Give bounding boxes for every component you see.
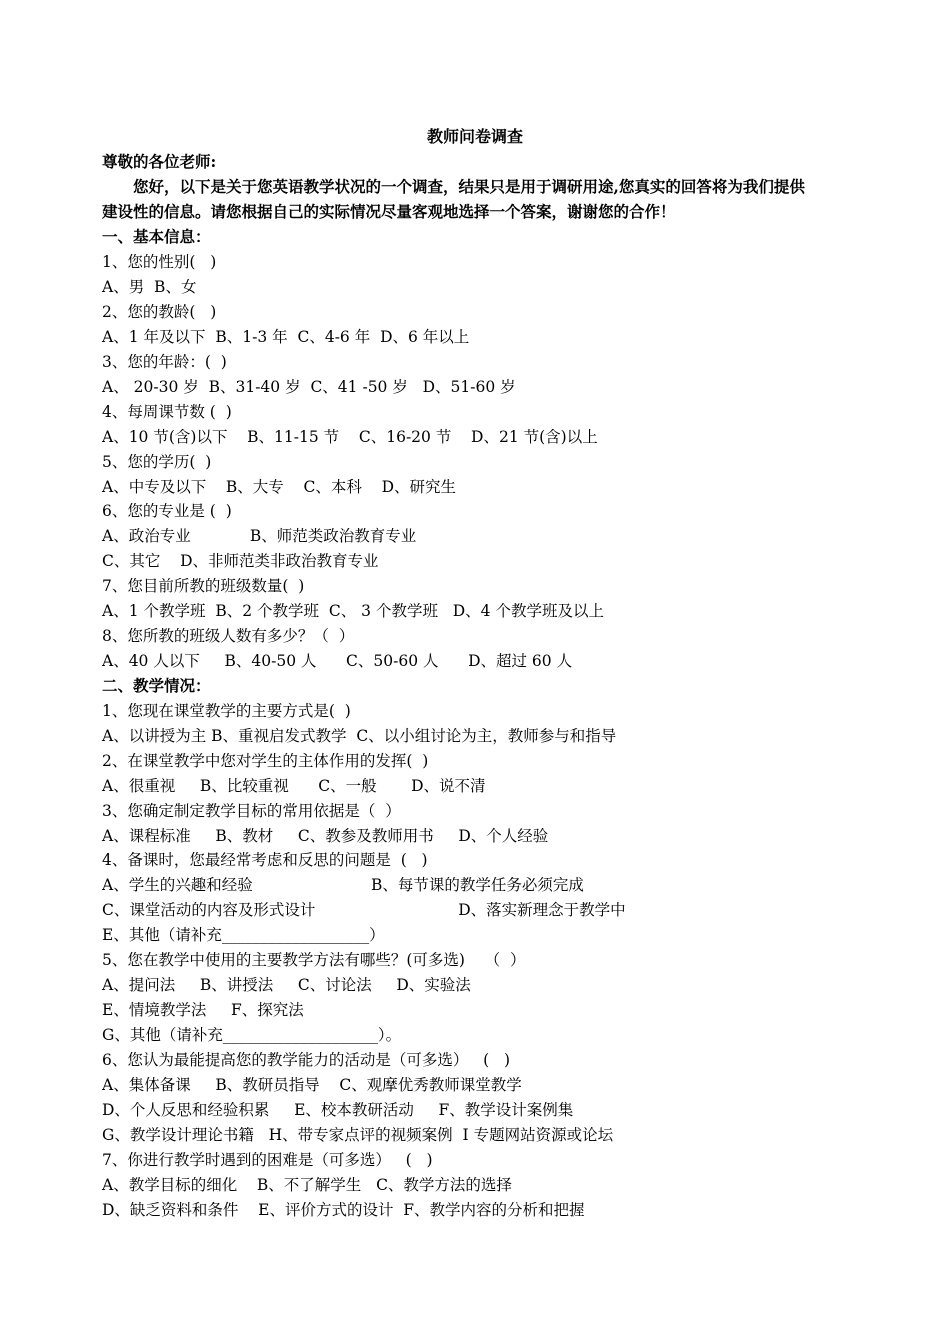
options-class-count: A、1 个教学班 B、2 个教学班 C、 3 个教学班 D、4 个教学班及以上	[102, 602, 604, 620]
question-teaching-methods: 5、您在教学中使用的主要教学方法有哪些？(可多选) （ ）	[102, 951, 526, 969]
intro-line-2: 建设性的信息。请您根据自己的实际情况尽量客观地选择一个答案，谢谢您的合作！	[102, 202, 676, 221]
question-class-size: 8、您所教的班级人数有多少？（ ）	[102, 627, 355, 645]
question-student-role: 2、在课堂教学中您对学生的主体作用的发挥( )	[102, 752, 429, 770]
question-teaching-mode: 1、您现在课堂教学的主要方式是( )	[102, 702, 351, 720]
question-difficulties: 7、你进行教学时遇到的困难是（可多选） ( )	[102, 1151, 433, 1169]
options-teaching-methods-3: G、其他（请补充____________________）。	[102, 1026, 402, 1044]
greeting: 尊敬的各位老师:	[102, 152, 217, 171]
options-ability-activities-2: D、个人反思和经验积累 E、校本教研活动 F、教学设计案例集	[102, 1101, 574, 1119]
question-lesson-prep: 4、备课时，您最经常考虑和反思的问题是 ( )	[102, 851, 428, 869]
question-weekly-classes: 4、每周课节数 ( )	[102, 403, 232, 421]
options-education: A、中专及以下 B、大专 C、本科 D、研究生	[102, 478, 456, 496]
options-difficulties-1: A、教学目标的细化 B、不了解学生 C、教学方法的选择	[102, 1176, 512, 1194]
options-ability-activities-1: A、集体备课 B、教研员指导 C、观摩优秀教师课堂教学	[102, 1076, 522, 1094]
question-major: 6、您的专业是 ( )	[102, 502, 232, 520]
question-ability-activities: 6、您认为最能提高您的教学能力的活动是（可多选） ( )	[102, 1051, 511, 1069]
question-teaching-years: 2、您的教龄( )	[102, 303, 217, 321]
options-teaching-mode: A、以讲授为主 B、重视启发式教学 C、以小组讨论为主，教师参与和指导	[102, 727, 617, 745]
options-gender: A、男 B、女	[102, 278, 197, 296]
options-major-2: C、其它 D、非师范类非政治教育专业	[102, 552, 379, 570]
options-teaching-years: A、1 年及以下 B、1-3 年 C、4-6 年 D、6 年以上	[102, 328, 470, 346]
section-heading-basic-info: 一、基本信息：	[102, 227, 211, 246]
options-lesson-prep-3: E、其他（请补充___________________）	[102, 926, 385, 944]
options-weekly-classes: A、10 节(含)以下 B、11-15 节 C、16-20 节 D、21 节(含)以上	[102, 428, 598, 446]
intro-line-1: 您好，以下是关于您英语教学状况的一个调查，结果只是用于调研用途,您真实的回答将为我们提供	[133, 177, 805, 196]
question-education: 5、您的学历( )	[102, 453, 212, 471]
options-difficulties-2: D、缺乏资料和条件 E、评价方式的设计 F、教学内容的分析和把握	[102, 1201, 585, 1219]
options-age: A、 20-30 岁 B、31-40 岁 C、41 -50 岁 D、51-60 岁	[102, 378, 516, 396]
options-teaching-methods-2: E、情境教学法 F、探究法	[102, 1001, 304, 1019]
section-heading-teaching: 二、教学情况：	[102, 676, 211, 695]
options-lesson-prep-1: A、学生的兴趣和经验 B、每节课的教学任务必须完成	[102, 876, 584, 894]
page-title: 教师问卷调查	[426, 127, 523, 146]
options-class-size: A、40 人以下 B、40-50 人 C、50-60 人 D、超过 60 人	[102, 652, 573, 670]
question-age: 3、您的年龄：( )	[102, 353, 227, 371]
question-gender: 1、您的性别( )	[102, 253, 217, 271]
options-teaching-methods-1: A、提问法 B、讲授法 C、讨论法 D、实验法	[102, 976, 471, 994]
question-class-count: 7、您目前所教的班级数量( )	[102, 577, 305, 595]
options-ability-activities-3: G、教学设计理论书籍 H、带专家点评的视频案例 I 专题网站资源或论坛	[102, 1126, 614, 1144]
options-lesson-prep-2: C、课堂活动的内容及形式设计 D、落实新理念于教学中	[102, 901, 626, 919]
options-major-1: A、政治专业 B、师范类政治教育专业	[102, 527, 417, 545]
question-objective-basis: 3、您确定制定教学目标的常用依据是（ ）	[102, 802, 401, 820]
options-student-role: A、很重视 B、比较重视 C、一般 D、说不清	[102, 777, 486, 795]
options-objective-basis: A、课程标准 B、教材 C、教参及教师用书 D、个人经验	[102, 827, 549, 845]
